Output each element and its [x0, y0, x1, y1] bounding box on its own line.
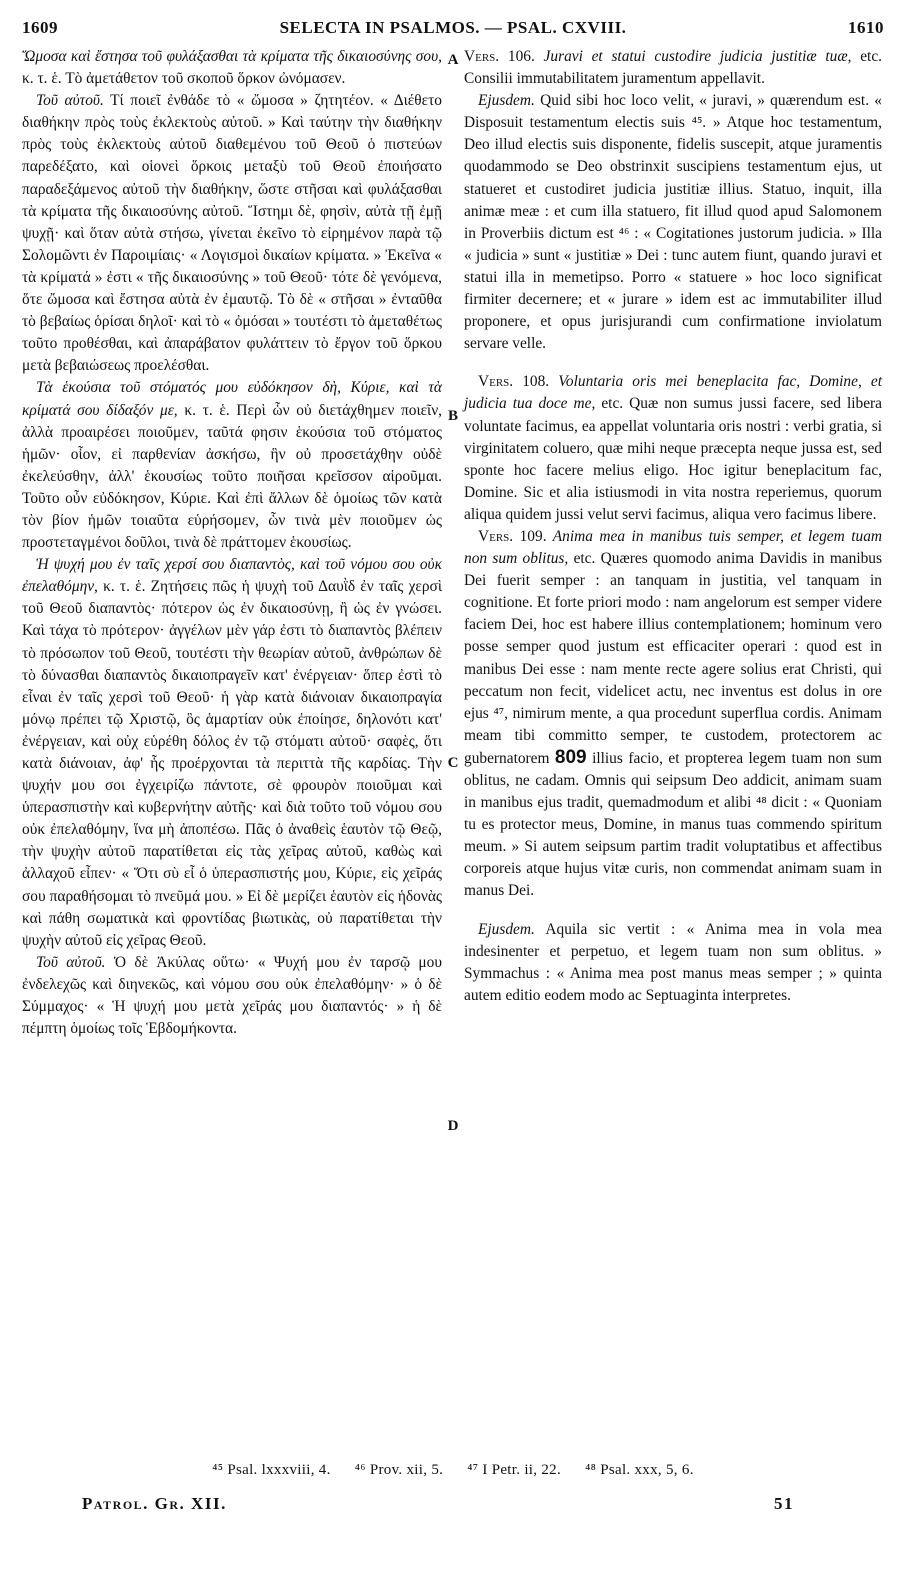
- scripture-lemma: Voluntaria oris mei beneplacita fac, Domine, et judicia tua doce me,: [464, 373, 882, 413]
- paragraph-text: Τί ποιεῖ ἐνθάδε τὸ « ὤμοσα » ζητητέον. « Διέθετο διαθήκην πρὸς τοὺς ἐκλεκτοὺς αὐτοῦ. » Καὶ ταύτην τὴν διαθήκην πρὸς τοὺς ἐκλεκτοὺς αὐτοῦ διαθεμένου τοῦ Θεοῦ ὁ πιστεύων παρεδέξατο, καὶ οἱονεὶ ὅρκοις μεταξὺ τοῦ Θεοῦ ἐποιήσατο παραδεξάμενος αὐτοῦ τὴν διαθήκην, ὥστε στῆσαι καὶ φυλάξασθαι τὰ κρίματα τῆς δικαιοσύνης αὐτοῦ. Ἵστημι δὲ, φησὶν, αὐτὰ τῇ ἐμῇ ψυχῇ· καὶ ὅταν αὐτὰ στήσω, γίνεται ἐκεῖνο τὸ εἰρημένον παρὰ τῷ Σολομῶντι ἐν Παροιμίαις· « Λογισμοὶ δικαίων κρίματα. » Ἐκεῖνα « τὰ κρίματά » ἐστι « τῆς δικαιοσύνης » τοῦ Θεοῦ· τότε δὲ γενόμενα, ὅτε ὤμοσα καὶ ἔστησα αὐτὰ ἐν ἐμαυτῷ. Τὸ δὲ « στῆσαι » ἐνταῦθα τὸ βεβαίως ὁρίσαι δηλοῖ· καὶ τὸ « ὀμόσαι » τουτέστι τὸ ἀμεταθέτως τοῦτο προθέσθαι, καὶ ἀπαράβατον φυλάττειν τὸ ἔργον τοῦ ὅρκου μετὰ βεβαιώσεως προελέσθαι.: [22, 92, 442, 375]
- latin-column: [464, 46, 882, 1007]
- running-title: SELECTA IN PSALMOS. — PSAL. CXVIII.: [279, 18, 627, 37]
- source-attribution: Τοῦ αὐτοῦ.: [36, 953, 106, 971]
- footnotes: [22, 1462, 884, 1479]
- margin-marker-b: B: [447, 408, 458, 424]
- footnote: ⁴⁸ Psal. xxx, 5, 6.: [585, 1462, 694, 1478]
- greek-paragraph: [22, 952, 442, 1040]
- page-footer: [22, 1494, 884, 1518]
- scripture-lemma: Ἡ ψυχή μου ἐν ταῖς χερσί σου διαπαντὸς, καὶ τοῦ νόμου σου οὐκ ἐπελαθόμην,: [22, 556, 442, 596]
- paragraph-text: etc. Quæ non sumus jussi facere, sed libera voluntate facimus, ea appellat voluntaria oris nostri : verbi gratia, si virginitatem coluero, quæ mihi neque præcepta neque jussa est, sed sponte hoc facere melius eligo. Hoc igitur beneplacitum fac, Domine. Sic et alia istiusmodi in vita nostra reperiemus, quorum aliqua quidem jussi velut servi facimus, aliqua vero facimus libere.: [464, 395, 882, 523]
- greek-paragraph: [22, 554, 442, 952]
- source-attribution: Ejusdem.: [478, 92, 535, 110]
- paragraph-text: Aquila sic vertit : « Anima mea in vola mea indesinenter et perpetuo, et legem tuam non sum oblitus. » Symmachus : « Anima mea post manus meas semper ; » quinta autem editio eodem modo ac Septuaginta interpretes.: [464, 920, 882, 1004]
- footnote: ⁴⁷ I Petr. ii, 22.: [467, 1462, 562, 1478]
- paragraph-text: κ. τ. ἑ. Ζητήσεις πῶς ἡ ψυχὴ τοῦ Δαυῒδ ἐν ταῖς χερσὶ τοῦ Θεοῦ διαπαντὸς· πότερον ὡς ἐν δικαιοσύνῃ, ἢ ὡς ἐν γνώσει. Καὶ τάχα τὸ πρότερον· ἀγγέλων μὲν γάρ ἐστι τὸ διαπαντὸς βλέπειν τὸ πρόσωπον τοῦ Θεοῦ, τουτέστι τὴν θεωρίαν αὐτοῦ, ἀνθρώπων δὲ τὸ δύνασθαι διαπαντὸς δικαιοπραγεῖν κατ' ἐνέργειαν· ὅπερ ἐστὶ τὸ εἶναι ἐν ταῖς χερσὶ τοῦ Θεοῦ· ἡ γὰρ κατὰ διάνοιαν δικαιοπραγία μόνῳ πρέπει τῷ Χριστῷ, ὃς ἁμαρτίαν οὐκ ἐποίησε, δηλονότι κατ' ἐνέργειαν, καὶ οὐχ εὑρέθη δόλος ἐν τῷ στόματι αὐτοῦ· σαφὲς, ὅτι κατὰ διάνοιαν, ἀφ' ἧς προέρχονται τὰ περιττὰ τῆς καρδίας. Τὴν ψυχήν μου σοι ἐγχειρίζω πάντοτε, σὲ φρουρὸν ποιοῦμαι καὶ ὑπερασπιστὴν καὶ κυβερνήτην αὐτῆς· καὶ διὰ τοῦτο τοῦ νόμου σου οὐκ ἐπελαθόμην, ἵνα μὴ ἀποπέσω. Πᾶς ὁ ἀναθεὶς ἑαυτὸν τῷ Θεῷ, τὴν ψυχὴν αὐτοῦ παρατίθεται εἰς τὰς χεῖρας αὐτοῦ, καθὼς καὶ ἀλλαχοῦ εἶπεν· « Ὅτι σὺ εἶ ὁ ὑπερασπιστής μου, Κύριε, εἰς χεῖράς σου παραθήσομαι τὸ πνεῦμά μου. » Εἰ δὲ μερίζει ἑαυτὸν εἰς ἡδονὰς καὶ πάθη σωματικὰ καὶ φροντίδας βιωτικὰς, οὐ παρατίθεται τὴν ψυχὴν αὐτοῦ εἰς χεῖρας Θεοῦ.: [22, 578, 442, 949]
- series-title: Patrol. Gr. XII.: [82, 1494, 227, 1513]
- margin-marker-d: D: [447, 1118, 459, 1134]
- greek-paragraph: [22, 46, 442, 90]
- paragraph-text: κ. τ. ἑ. Τὸ ἀμετάθετον τοῦ σκοποῦ ὅρκον ὠνόμασεν.: [22, 70, 346, 88]
- source-attribution: Ejusdem.: [478, 920, 535, 938]
- latin-paragraph: [464, 371, 882, 526]
- margin-marker-c: C: [447, 755, 459, 771]
- verse-label: Vers. 108.: [478, 373, 550, 391]
- paragraph-text: etc. Consilii immutabilitatem juramentum appellavit.: [464, 48, 883, 88]
- footnote: ⁴⁶ Prov. xii, 5.: [354, 1462, 444, 1478]
- greek-column: [22, 46, 442, 1040]
- margin-marker-a: A: [447, 52, 459, 68]
- scripture-lemma: Anima mea in manibus tuis semper, et legem tuam non sum oblitus,: [464, 527, 883, 568]
- paragraph-text: κ. τ. ἑ. Περὶ ὧν οὐ διετάχθημεν ποιεῖν, ἀλλὰ προαιρέσει ποιοῦμεν, ταῦτά φησιν ἑκούσια τοῦ στόματος ἡμῶν· οἷον, εἰ παρθενίαν ἀσκήσω, ἣν οὐ προσετάχθην οὐδὲ ἐκελεύσθην, ἀλλ' ἑκουσίως τοῦτο ποιῆσαι κρεῖσσον αἱροῦμαι. Τοῦτο οὖν εὐδόκησον, Κύριε. Καὶ ἐπὶ ἄλλων δὲ ὁμοίως τῶν κατὰ τὸν βίον ἡμῶν τοιαῦτα εὑρήσομεν, ὧν τινὰ μὲν ποιοῦμεν ὡς προστεταγμένοι δοῦλοι, τινὰ δὲ πράττομεν ἑκουσίως.: [22, 401, 443, 552]
- latin-paragraph: [464, 526, 882, 903]
- greek-paragraph: [22, 90, 442, 377]
- paragraph-text: illius facio, et propterea legem tuam non sum oblitus, ne cadam. Omnis qui seipsum Deo addicit, animam suam in manibus ejus tradit, quemadmodum et alibi ⁴⁸ dicit : « Quoniam tu es protector meus, Domine, in manus tuas commendo spiritum meum. » Si autem seipsum partim tradit voluptatibus et affectibus corporeis atque hujus vitæ curis, non commendat animam suam in manus Dei.: [464, 749, 882, 900]
- latin-paragraph: [464, 46, 882, 90]
- latin-paragraph: [464, 90, 882, 355]
- signature-mark: 51: [774, 1494, 794, 1513]
- paragraph-text: Quid sibi hoc loco velit, « juravi, » quærendum est. « Disposuit testamentum electis suis ⁴⁵. » Atque hoc testamentum, Deo illud electis suis disponente, fidelis suscepit, atque juramentis quodammodo se Deo obstrinxit suscipiens testamentum ejus, ut statueret et custodiret judicia justitiæ illius. Statuo, inquit, illa animæ meæ : et cum illa statuero, fit illud quod apud Salomonem in Proverbiis dictum est ⁴⁶ : « Cogitationes justorum judicia. » Illa « judicia » sunt « justitiæ » Dei : tunc autem fiunt, quando juravi et statui illa in memetipso. Porro « statuere » hoc loco significat firmiter decernere; et « jurare » idem est ac immutabiliter illud proponere, et opus jurisjurandi cum confirmatione inviolatum servare velle.: [464, 92, 882, 353]
- scripture-lemma: Juravi et statui custodire judicia justitiæ tuæ,: [534, 48, 852, 65]
- latin-paragraph: [464, 919, 882, 1007]
- page-number-right: 1610: [848, 18, 884, 37]
- paragraph-text: etc. Quæres quomodo anima Davidis in manibus Dei fuerit semper : an tanquam in justitia, vel tanquam in cognitione. Et forte priori modo : nam angelorum est semper videre faciem Dei, hoc est habere illius contemplationem; hominum vero posse semper quod justum est efficaciter operari : quod est in manibus Dei esse : nam mente recte agere solius erat Christi, qui peccatum non fecit, videlicet actu, nec inventus est dolus in ore ejus ⁴⁷, nimirum mente, a qua procedunt superflua cordis. Animam meam tibi committo semper, te custodem, protectorem ac gubernatorem: [464, 550, 882, 767]
- scripture-lemma: Ὤμοσα καὶ ἔστησα τοῦ φυλάξασθαι τὰ κρίματα τῆς δικαιοσύνης σου,: [22, 48, 442, 65]
- verse-label: Vers. 106.: [464, 48, 535, 65]
- paragraph-text: Ὁ δὲ Ἀκύλας οὕτω· « Ψυχή μου ἐν ταρσῷ μου ἐνδελεχῶς καὶ διηνεκῶς, καὶ νόμου σου οὐκ ἐπελαθόμην· » ὁ δὲ Σύμμαχος· « Ἡ ψυχή μου μετὰ χεῖράς μου διαπαντός· » ἡ δὲ πέμπτη ὁμοίως τοῖς Ἑβδομήκοντα.: [22, 953, 442, 1038]
- page-header: [22, 18, 884, 40]
- page-number-left: 1609: [22, 18, 58, 37]
- column-number: 809: [554, 746, 587, 768]
- greek-paragraph: [22, 377, 442, 554]
- verse-label: Vers. 109.: [478, 527, 547, 545]
- scripture-lemma: Τὰ ἑκούσια τοῦ στόματός μου εὐδόκησον δὴ, Κύριε, καὶ τὰ κρίματά σου δίδαξόν με,: [22, 379, 442, 419]
- source-attribution: Τοῦ αὐτοῦ.: [36, 92, 104, 110]
- footnote: ⁴⁵ Psal. lxxxviii, 4.: [212, 1462, 331, 1478]
